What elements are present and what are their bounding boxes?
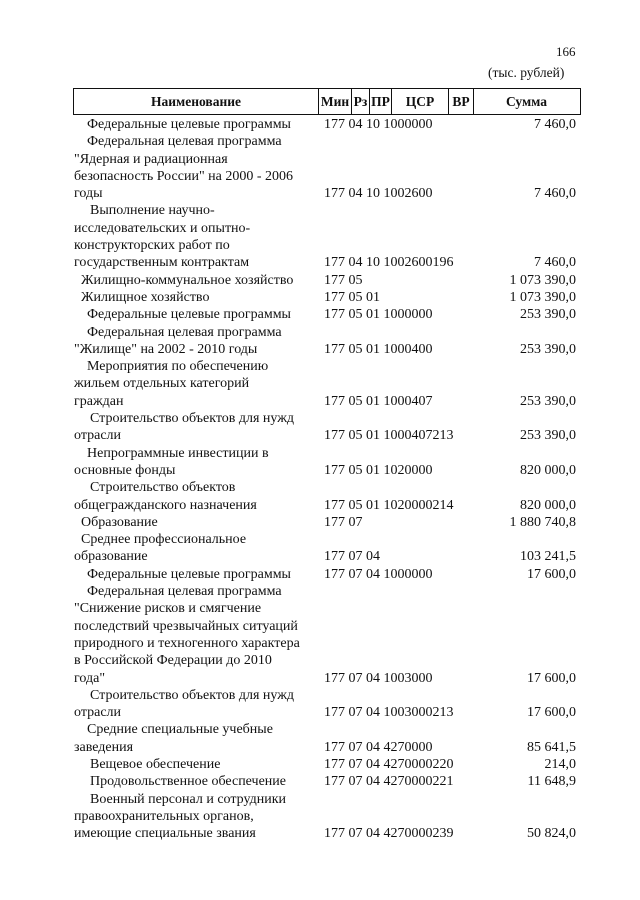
row-sum: 7 460,0 xyxy=(534,117,576,132)
row-sum: 11 648,9 xyxy=(527,774,576,790)
row-name xyxy=(74,324,320,359)
table-row xyxy=(0,306,640,323)
row-name-line: Федеральные целевые программы xyxy=(87,566,291,582)
row-code: 177 07 04 4270000 xyxy=(324,739,433,755)
table-row xyxy=(0,289,640,306)
row-name xyxy=(74,514,320,531)
row-name xyxy=(74,566,320,583)
row-sum: 85 641,5 xyxy=(527,739,576,755)
table-row xyxy=(0,479,640,514)
row-name xyxy=(74,583,320,687)
row-sum: 820 000,0 xyxy=(520,462,576,478)
row-sum: 50 824,0 xyxy=(527,826,576,842)
row-name xyxy=(74,531,320,566)
row-name xyxy=(74,721,320,756)
row-name xyxy=(74,773,320,790)
row-name-line: Непрограммные инвестиции в xyxy=(87,445,269,461)
table-row xyxy=(0,202,640,271)
row-sum: 103 241,5 xyxy=(520,549,576,565)
row-sum: 17 600,0 xyxy=(527,566,576,582)
table-row xyxy=(0,756,640,773)
row-name-line: Строительство объектов xyxy=(90,480,236,496)
row-name xyxy=(74,272,320,289)
row-name-line: Военный персонал и сотрудники xyxy=(90,791,286,807)
row-name-line: отрасли xyxy=(74,428,122,444)
row-name-line: Федеральная целевая программа xyxy=(87,324,282,340)
header-sum: Сумма xyxy=(505,93,548,109)
row-name-line: государственным контрактам xyxy=(74,255,250,271)
row-name-line: природного и техногенного характера xyxy=(74,635,300,651)
row-sum: 7 460,0 xyxy=(534,186,576,202)
row-name-line: заведения xyxy=(74,739,134,755)
table-row xyxy=(0,721,640,756)
table-header xyxy=(73,88,581,115)
row-name xyxy=(74,445,320,480)
row-name-line: Жилищно-коммунальное хозяйство xyxy=(81,272,294,288)
row-code: 177 05 01 xyxy=(324,289,380,305)
table-row xyxy=(0,410,640,445)
row-name-line: Среднее профессиональное xyxy=(81,532,247,548)
row-name-line: жильем отдельных категорий xyxy=(74,376,250,392)
table-row xyxy=(0,687,640,722)
row-code: 177 04 10 1000000 xyxy=(324,117,433,132)
table-row xyxy=(0,358,640,410)
row-name-line: общегражданского назначения xyxy=(74,497,257,513)
row-sum: 253 390,0 xyxy=(520,307,576,323)
row-name-line: Федеральная целевая программа xyxy=(87,134,282,150)
row-code: 177 05 01 1020000214 xyxy=(324,497,454,513)
row-name-line: Строительство объектов для нужд xyxy=(90,687,295,703)
header-csr: ЦСР xyxy=(392,89,449,114)
row-name-line: годы xyxy=(74,186,103,202)
row-code: 177 07 04 4270000239 xyxy=(324,826,454,842)
row-sum: 214,0 xyxy=(544,757,576,772)
row-name-line: граждан xyxy=(74,393,124,409)
header-name: Наименование xyxy=(74,89,319,114)
table-row xyxy=(0,566,640,583)
table-row xyxy=(0,272,640,289)
row-name-line: Выполнение научно- xyxy=(90,203,215,219)
row-name-line: года" xyxy=(74,670,106,686)
units-label: (тыс. рублей) xyxy=(488,65,565,80)
row-code: 177 05 01 1020000 xyxy=(324,462,433,478)
row-code: 177 07 04 4270000221 xyxy=(324,774,454,790)
header-rz: Рз xyxy=(352,89,370,114)
row-name-line: последствий чрезвычайных ситуаций xyxy=(74,618,298,634)
row-sum: 17 600,0 xyxy=(527,705,576,721)
row-name-line: отрасли xyxy=(74,705,122,721)
row-code: 177 05 01 1000407213 xyxy=(324,428,454,444)
row-name-line: конструкторских работ по xyxy=(74,238,230,254)
page-number: 166 xyxy=(556,44,576,59)
row-code: 177 04 10 1002600196 xyxy=(324,255,454,271)
table-row xyxy=(0,791,640,843)
table-row xyxy=(0,116,640,133)
row-name xyxy=(74,133,320,202)
row-code: 177 07 04 1003000 xyxy=(324,670,433,686)
table-row xyxy=(0,514,640,531)
row-code: 177 05 xyxy=(324,272,363,288)
row-name xyxy=(74,687,320,722)
row-name xyxy=(74,410,320,445)
row-sum: 820 000,0 xyxy=(520,497,576,513)
row-name-line: Федеральные целевые программы xyxy=(87,307,291,323)
table-row xyxy=(0,324,640,359)
row-name-line: Вещевое обеспечение xyxy=(90,757,221,772)
row-code: 177 05 01 1000400 xyxy=(324,341,433,357)
row-code: 177 07 04 1000000 xyxy=(324,566,433,582)
row-code: 177 05 01 1000000 xyxy=(324,307,433,323)
table-row xyxy=(0,445,640,480)
row-name-line: Образование xyxy=(81,514,158,530)
row-name-line: Продовольственное обеспечение xyxy=(90,774,286,790)
table-row xyxy=(0,773,640,790)
row-name-line: "Жилище" на 2002 - 2010 годы xyxy=(74,341,258,357)
row-name-line: Жилищное хозяйство xyxy=(81,289,210,305)
table-row xyxy=(0,531,640,566)
row-sum: 7 460,0 xyxy=(534,255,576,271)
row-name xyxy=(74,306,320,323)
row-name-line: "Ядерная и радиационная xyxy=(74,151,228,167)
row-name xyxy=(74,202,320,271)
row-name-line: безопасность России" на 2000 - 2006 xyxy=(74,168,294,184)
row-name-line: исследовательских и опытно- xyxy=(74,220,251,236)
row-sum: 1 073 390,0 xyxy=(509,289,576,305)
row-code: 177 07 04 xyxy=(324,549,380,565)
table-body xyxy=(0,116,640,842)
row-name xyxy=(74,479,320,514)
header-vr: ВР xyxy=(449,89,474,114)
row-name-line: Средние специальные учебные xyxy=(87,722,273,738)
row-name-line: Федеральная целевая программа xyxy=(87,584,282,600)
row-name-line: основные фонды xyxy=(74,462,176,478)
row-name xyxy=(74,791,320,843)
row-name-line: Федеральные целевые программы xyxy=(87,117,291,132)
row-code: 177 07 04 4270000220 xyxy=(324,757,454,772)
row-name xyxy=(74,289,320,306)
row-name-line: Мероприятия по обеспечению xyxy=(87,359,269,375)
row-code: 177 04 10 1002600 xyxy=(324,186,433,202)
row-name-line: "Снижение рисков и смягчение xyxy=(74,601,262,617)
row-name-line: Строительство объектов для нужд xyxy=(90,411,295,427)
row-sum: 17 600,0 xyxy=(527,670,576,686)
row-name xyxy=(74,756,320,773)
row-name-line: правоохранительных органов, xyxy=(74,808,254,824)
row-code: 177 07 xyxy=(324,514,363,530)
row-name xyxy=(74,358,320,410)
row-sum: 1 073 390,0 xyxy=(509,272,576,288)
header-min: Мин xyxy=(319,89,352,114)
row-sum: 1 880 740,8 xyxy=(509,514,576,530)
row-name-line: имеющие специальные звания xyxy=(74,826,256,842)
row-name-line: образование xyxy=(74,549,148,565)
row-sum: 253 390,0 xyxy=(520,428,576,444)
row-code: 177 07 04 1003000213 xyxy=(324,705,454,721)
row-sum: 253 390,0 xyxy=(520,393,576,409)
row-name xyxy=(74,116,320,133)
row-sum: 253 390,0 xyxy=(520,341,576,357)
row-code: 177 05 01 1000407 xyxy=(324,393,433,409)
header-pr: ПР xyxy=(370,89,392,114)
row-name-line: в Российской Федерации до 2010 xyxy=(74,653,272,669)
table-row xyxy=(0,583,640,687)
table-row xyxy=(0,133,640,202)
